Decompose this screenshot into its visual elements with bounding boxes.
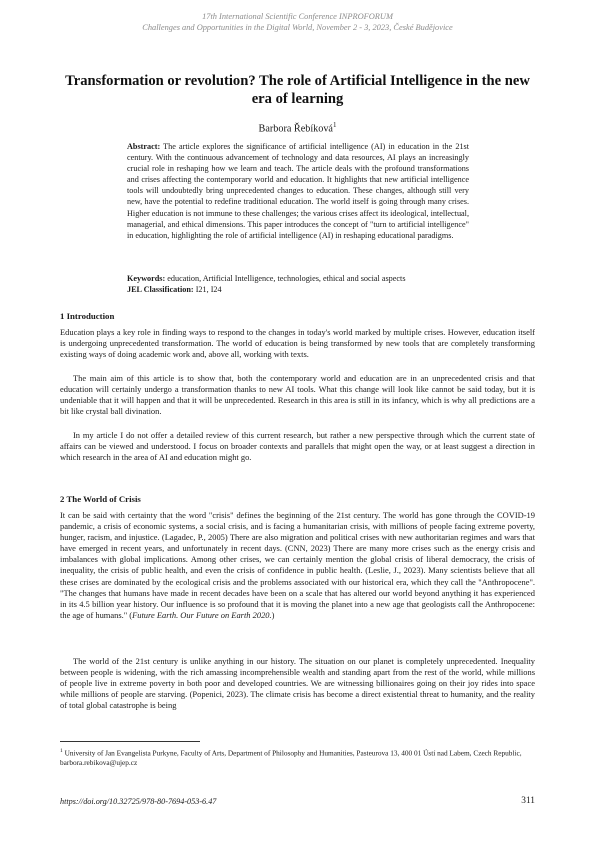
footnote-text: University of Jan Evangelista Purkyne, Faculty of Arts, Department of Philosophy and Humanities, Pasteurova 13, 400 01 Ústí nad Labem, Czech Republic, barbora.rebikova@ujep.cz: [60, 748, 522, 767]
doi-link[interactable]: https://doi.org/10.32725/978-80-7694-053-6.47: [60, 797, 217, 806]
keywords-label: Keywords:: [127, 274, 166, 283]
conference-name: 17th International Scientific Conference INPROFORUM: [202, 12, 393, 21]
intro-paragraph-2: The main aim of this article is to show that, both the contemporary world and education are in an unprecedented crisis and that education will certainly undergo a transformation thanks to new AI tools. What this change will look like cannot be said today, but it is undeniable that it will happen and that it will be unprecedented. Research in this area is still in its infancy, which is why all predictions are a bit like crystal ball divination.: [60, 373, 535, 417]
author-name: Barbora Řebíková: [258, 123, 333, 135]
keywords: [127, 274, 469, 285]
section-heading-world-of-crisis: 2 The World of Crisis: [60, 494, 141, 504]
footnote: [60, 747, 535, 767]
citation-italic: Future Earth. Our Future on Earth 2020.: [132, 609, 272, 620]
author-footnote-mark: 1: [332, 121, 337, 129]
footnote-mark: 1: [60, 748, 63, 754]
author-line: [0, 119, 595, 135]
jel-classification: [127, 285, 469, 296]
running-header: [0, 12, 595, 33]
crisis-paragraph-1-text: It can be said with certainty that the word "crisis" defines the beginning of the 21st century. The world has gone through the COVID-19 pandemic, a crisis of economic systems, a social crisis, and is facing a humanitarian crisis, with millions of people facing extreme poverty, hunger, racism, and injustice. (Lagadec, P., 2005) There are also migration and political crises with new authoritarian regimes and wars that have emerged in recent years, and unfortunately in recent days. (CNN, 2023) There are many more crises such as the energy crisis and imbalances with global implications. Among other crises, we can certainly mention the global crisis of liberal democracy, the crisis of inequality, the crisis of public health, and even the crisis of confidence in public health. (Leslie, J., 2023). Many scientists believe that all these crises are dominated by the ecological crisis and the problems associated with our historical era, which they call the "Anthropocene". "The changes that humans have made in recent decades have been on a scale that has altered our world beyond anything it has experienced in its 4.5 billion year history. Our influence is so profound that it is moving the planet into a new age that geologists call the Anthropocene: the age of humans." (: [60, 510, 535, 620]
crisis-paragraph-1: [60, 510, 535, 621]
footnote-divider: [60, 741, 200, 742]
abstract-label: Abstract:: [127, 142, 161, 151]
conference-subtitle: Challenges and Opportunities in the Digital World, November 2 - 3, 2023, České Budějovice: [142, 22, 453, 32]
abstract-text: The article explores the significance of artificial intelligence (AI) in education in the 21st century. With the continuous advancement of technology and data resources, AI plays an increasingly crucial role in reshaping how we learn and teach. The article deals with the profound transformations and crises affecting the contemporary world and education. It highlights that new artificial intelligence tools will undoubtedly bring unprecedented changes to education. These changes, although still very new, have the potential to redefine traditional education. The world itself is going through many crises. Higher education is not immune to these challenges; the various crises affect its ideological, intellectual, managerial, and ethical dimensions. This paper introduces the concept of "turn to artificial intelligence" in education, highlighting the role of artificial intelligence (AI) in reshaping educational paradigms.: [127, 142, 469, 240]
section-heading-introduction: 1 Introduction: [60, 311, 115, 321]
page-number: 311: [521, 796, 535, 806]
intro-paragraph-3: In my article I do not offer a detailed review of this current research, but rather a new perspective through which the current state of affairs can be viewed and understood. I focus on broader contexts and parallels that might open the way, or at least suggest a direction in which research in the area of AI and education might go.: [60, 430, 535, 463]
citation-close: ): [271, 609, 275, 620]
jel-text: I21, I24: [193, 285, 222, 294]
abstract: [127, 141, 469, 241]
keywords-text: education, Artificial Intelligence, technologies, ethical and social aspects: [165, 274, 406, 283]
jel-label: JEL Classification:: [127, 285, 194, 294]
intro-paragraph-1: Education plays a key role in finding ways to respond to the changes in today's world marked by multiple crises. However, education itself is undergoing unprecedented transformation. The world of education is being transformed by new tools that are completely transforming existing ways of doing academic work and, above all, working with texts.: [60, 327, 535, 360]
paper-title: Transformation or revolution? The role of Artificial Intelligence in the new era of learning: [65, 73, 530, 107]
crisis-paragraph-2: The world of the 21st century is unlike anything in our history. The situation on our planet is completely unprecedented. Inequality between people is widening, with the rich amassing incomprehensible wealth and standing apart from the rest of the world, while millions of people live in extreme poverty in both poor and developed countries. We are witnessing billionaires going on their joy rides into space while millions of people are starving. (Popenici, 2023). The climate crisis has become a direct existential threat to humanity, and the reality of total global catastrophe is being: [60, 656, 535, 711]
